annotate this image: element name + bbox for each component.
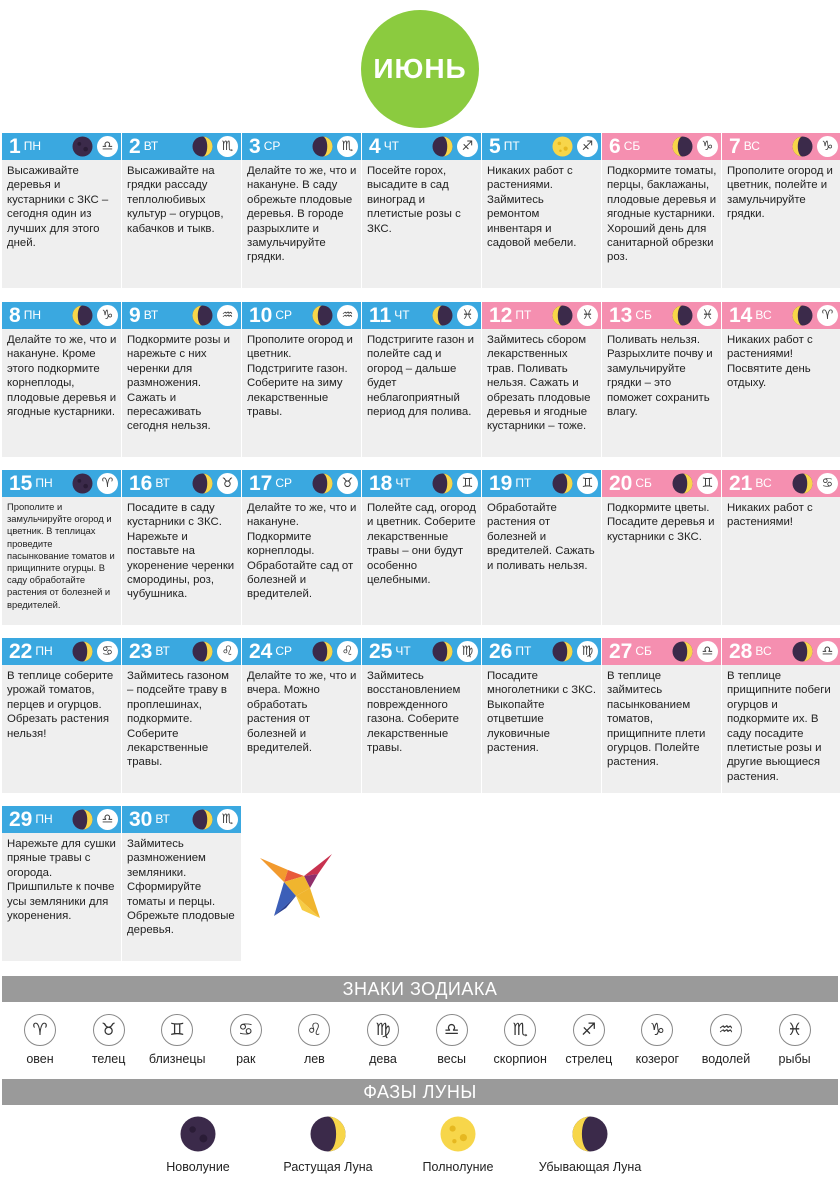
day-tasks-text: Займитесь газоном – подсейте траву в проплешинах, подкормите. Соберите лекарственные травы. [127,670,229,769]
day-of-week: ПН [35,644,53,658]
zodiac-label: дева [369,1052,397,1066]
moon-phase-label: Новолуние [166,1160,230,1174]
moon-waxing-icon [192,473,213,494]
day-card [2,470,121,625]
zodiac-symbol-icon: ♉ [93,1014,125,1046]
day-of-week: ПН [23,139,41,153]
day-number: 18 [369,472,393,495]
day-number: 21 [729,472,753,495]
day-of-week: ЧТ [395,644,411,658]
day-header [482,133,601,160]
day-header [722,470,840,497]
zodiac-symbol-icon: ♓ [779,1014,811,1046]
zodiac-sign-icon: ♐ [577,136,598,157]
day-number: 3 [249,135,261,158]
moon-waxing-icon [72,641,93,662]
day-header [242,470,361,497]
moon-waxing-icon [312,641,333,662]
day-number: 13 [609,304,633,327]
day-card [602,638,721,793]
day-card [722,470,840,625]
day-tasks-text: Делайте то же, что и накануне. В саду обрежьте плодовые деревья. В городе разрыхлите и замульчируйте грядки. [247,165,357,264]
day-card [602,302,721,457]
day-tasks-text: Посадите в саду кустарники с ЗКС. Нарежьте и поставьте на укоренение черенки смородины, роз, чубушника. [127,502,235,601]
moon-waxing-icon [72,809,93,830]
day-tasks-text: Прополите огород и цветник, полейте и замульчируйте грядки. [727,165,833,221]
day-of-week: ПН [35,476,53,490]
day-number: 12 [489,304,513,327]
day-tasks-text: Займитесь сбором лекарственных трав. Поливать нельзя. Сажать и обрезать плодовые деревья и ягодные кустарники – тоже. [487,334,591,433]
zodiac-label: рак [236,1052,256,1066]
moon-waxing-icon [432,136,453,157]
zodiac-sign-icon: ♐ [457,136,478,157]
zodiac-symbol-icon: ♒ [710,1014,742,1046]
day-header [242,302,361,329]
day-card [602,470,721,625]
day-of-week: ВТ [143,139,159,153]
moon-new-icon [133,1116,263,1152]
zodiac-sign-icon: ♓ [697,305,718,326]
day-number: 16 [129,472,153,495]
day-header [2,470,121,497]
day-card [2,133,121,288]
zodiac-sign-icon: ♒ [337,305,358,326]
zodiac-sign-icon: ♎ [97,809,118,830]
moon-full-icon [393,1116,523,1152]
day-header [362,638,481,665]
day-of-week: СБ [623,139,641,153]
day-of-week: ВС [755,308,772,322]
moon-waxing-icon [552,473,573,494]
day-card [122,470,241,625]
day-card [2,638,121,793]
day-number: 7 [729,135,741,158]
moon-waning-icon [672,305,693,326]
moon-phase-item [133,1116,263,1174]
zodiac-legend-item [279,1014,349,1066]
zodiac-sign-icon: ♓ [577,305,598,326]
zodiac-sign-icon: ♋ [817,473,838,494]
day-card [242,302,361,457]
zodiac-legend-item [417,1014,487,1066]
zodiac-sign-icon: ♋ [97,641,118,662]
day-tasks-text: Обработайте растения от болезней и вредителей. Сажать и поливать нельзя. [487,502,595,572]
zodiac-legend-item [142,1014,212,1066]
day-tasks-text: Посейте горох, высадите в сад виноград и плетистые розы с ЗКС. [367,165,461,235]
day-tasks-text: Подкормите розы и нарежьте с них черенки для размножения. Сажать и пересаживать сегодня нельзя. [127,334,230,433]
moon-waning-icon [432,305,453,326]
zodiac-symbol-icon: ♊ [161,1014,193,1046]
day-header [722,133,840,160]
moon-waxing-icon [312,136,333,157]
day-tasks-text: Прополите и замульчируйте огород и цветник. В теплицах проведите пасынкование томатов и прищипните огурцы. В саду обработайте растения от болезней и вредителей. [7,501,115,610]
day-card [122,806,241,961]
zodiac-sign-icon: ♌ [337,641,358,662]
day-card [242,133,361,288]
moon-waxing-icon [672,641,693,662]
zodiac-legend-item [760,1014,830,1066]
moon-waxing-icon [792,641,813,662]
moon-phase-item [525,1116,655,1174]
zodiac-section-title: ЗНАКИ ЗОДИАКА [342,979,498,999]
moon-waning-icon [525,1116,655,1152]
day-number: 1 [9,135,21,158]
day-tasks-text: Нарежьте для сушки пряные травы с огорода. Пришпильте к почве усы земляники для укоренения. [7,838,116,923]
day-number: 24 [249,640,273,663]
zodiac-symbol-icon: ♌ [298,1014,330,1046]
day-of-week: СБ [635,644,652,658]
moon-waxing-icon [432,473,453,494]
moon-phase-label: Растущая Луна [283,1160,373,1174]
day-header [2,302,121,329]
moon-waning-icon [792,136,813,157]
day-tasks-text: Займитесь размножением земляники. Сформируйте томаты и перцы. Обрежьте плодовые деревья. [127,838,235,937]
day-header [602,470,721,497]
zodiac-symbol-icon: ♐ [573,1014,605,1046]
day-header [482,302,601,329]
moon-waxing-icon [432,641,453,662]
zodiac-sign-icon: ♎ [97,136,118,157]
zodiac-sign-icon: ♍ [457,641,478,662]
day-card [722,638,840,793]
day-of-week: СР [275,644,293,658]
zodiac-legend-item [5,1014,75,1066]
day-of-week: СР [263,139,281,153]
moon-waning-icon [312,305,333,326]
day-card [362,133,481,288]
zodiac-label: скорпион [493,1052,547,1066]
day-of-week: ПТ [515,308,532,322]
day-of-week: ЧТ [394,308,410,322]
day-tasks-text: Займитесь восстановлением поврежденного газона. Соберите лекарственные травы. [367,670,461,755]
day-of-week: ВС [755,476,772,490]
day-tasks-text: Поливать нельзя. Разрыхлите почву и замульчируйте грядки – это поможет сохранить влагу. [607,334,713,419]
moon-waning-icon [792,305,813,326]
day-number: 5 [489,135,501,158]
day-number: 4 [369,135,381,158]
day-tasks-text: Прополите огород и цветник. Подстригите газон. Соберите на зиму лекарственные травы. [247,334,353,419]
zodiac-sign-icon: ♑ [97,305,118,326]
day-of-week: ПН [23,308,41,322]
day-header [2,133,121,160]
moon-full-icon [552,136,573,157]
day-tasks-text: Делайте то же, что и вчера. Можно обработать растения от болезней и вредителей. [247,670,357,755]
day-number: 11 [369,304,392,327]
zodiac-label: рыбы [778,1052,811,1066]
zodiac-sign-icon: ♏ [217,809,238,830]
day-of-week: ПТ [503,139,520,153]
zodiac-section-bar [2,976,838,1002]
zodiac-sign-icon: ♏ [337,136,358,157]
zodiac-sign-icon: ♌ [217,641,238,662]
day-number: 25 [369,640,393,663]
day-of-week: СБ [635,308,652,322]
day-number: 23 [129,640,153,663]
moon-waxing-icon [192,136,213,157]
day-tasks-text: Посадите многолетники с ЗКС. Выкопайте отцветшие луковичные растения. [487,670,597,755]
moon-waxing-icon [192,809,213,830]
bird-logo-icon [260,852,332,918]
day-number: 22 [9,640,33,663]
moon-phase-item [263,1116,393,1174]
zodiac-symbol-icon: ♎ [436,1014,468,1046]
day-header [602,302,721,329]
day-tasks-text: Никаких работ с растениями. Займитесь ремонтом инвентаря и садовой мебели. [487,165,577,250]
day-card [122,133,241,288]
day-header [122,806,241,833]
day-header [482,638,601,665]
day-header [122,470,241,497]
day-number: 9 [129,304,141,327]
day-of-week: СБ [635,476,652,490]
day-header [362,302,481,329]
day-header [722,302,840,329]
moon-waning-icon [672,136,693,157]
day-number: 27 [609,640,633,663]
zodiac-label: овен [26,1052,54,1066]
moon-new-icon [72,136,93,157]
day-header [122,302,241,329]
zodiac-symbol-icon: ♋ [230,1014,262,1046]
day-tasks-text: Делайте то же, что и накануне. Подкормите корнеплоды. Обработайте сад от болезней и вредителей. [247,502,357,601]
day-tasks-text: Высаживайте на грядки рассаду теплолюбивых культур – огурцов, кабачков и тыкв. [127,165,224,235]
zodiac-sign-icon: ♎ [697,641,718,662]
day-number: 17 [249,472,273,495]
month-title-text: ИЮНЬ [373,53,467,84]
day-card [122,302,241,457]
day-of-week: ВТ [155,644,170,658]
day-tasks-text: В теплице соберите урожай томатов, перцев и огурцов. Обрезать растения нельзя! [7,670,114,740]
day-card [242,638,361,793]
day-number: 2 [129,135,141,158]
zodiac-symbol-icon: ♑ [641,1014,673,1046]
zodiac-sign-icon: ♎ [817,641,838,662]
day-number: 8 [9,304,21,327]
day-number: 6 [609,135,621,158]
zodiac-sign-icon: ♑ [817,136,838,157]
day-card [122,638,241,793]
moon-waxing-icon [552,641,573,662]
day-tasks-text: Никаких работ с растениями! [727,502,813,529]
day-of-week: ВТ [155,476,170,490]
day-tasks-text: Подкормите томаты, перцы, баклажаны, плодовые деревья и ягодные кустарники. Хороший день для санитарной обрезки роз. [607,165,717,264]
zodiac-label: лев [303,1052,325,1066]
day-number: 30 [129,808,153,831]
day-header [362,470,481,497]
zodiac-sign-icon: ♍ [577,641,598,662]
moon-phases-section-bar [2,1079,838,1105]
moon-new-icon [72,473,93,494]
zodiac-legend-item [485,1014,555,1066]
day-header [602,638,721,665]
zodiac-sign-icon: ♉ [337,473,358,494]
day-header [122,133,241,160]
day-of-week: ЧТ [395,476,411,490]
day-number: 10 [249,304,273,327]
day-header [122,638,241,665]
zodiac-sign-icon: ♊ [577,473,598,494]
zodiac-sign-icon: ♊ [697,473,718,494]
day-tasks-text: Делайте то же, что и накануне. Кроме этого подкормите корнеплоды, плодовые деревья и ягодные кустарники. [7,334,117,419]
moon-waxing-icon [192,641,213,662]
day-card [722,302,840,457]
zodiac-label: близнецы [148,1052,206,1066]
day-header [242,638,361,665]
zodiac-label: весы [437,1052,466,1066]
day-card [482,638,601,793]
day-number: 29 [9,808,33,831]
moon-phases-section-title: ФАЗЫ ЛУНЫ [363,1082,477,1102]
day-tasks-text: Полейте сад, огород и цветник. Соберите лекарственные травы – они будут особенно целебными. [367,502,476,587]
day-tasks-text: Подстригите газон и полейте сад и огород – дальше будет неблагоприятный период для полива. [367,334,474,419]
day-tasks-text: В теплице займитесь пасынкованием томатов, прищипните плети огурцов. Полейте растения. [607,670,706,769]
moon-waxing-icon [792,473,813,494]
moon-waning-icon [72,305,93,326]
day-of-week: СР [275,308,293,322]
moon-waning-icon [552,305,573,326]
moon-phase-item [393,1116,523,1174]
zodiac-sign-icon: ♉ [217,473,238,494]
zodiac-symbol-icon: ♍ [367,1014,399,1046]
day-card [362,470,481,625]
zodiac-legend-item [554,1014,624,1066]
day-header [2,806,121,833]
moon-waxing-icon [263,1116,393,1152]
day-of-week: СР [275,476,293,490]
moon-waxing-icon [312,473,333,494]
zodiac-legend-item [211,1014,281,1066]
day-number: 19 [489,472,513,495]
day-tasks-text: В теплице прищипните побеги огурцов и подкормите их. В саду посадите плетистые розы и другие вьющиеся растения. [727,670,831,783]
day-card [2,302,121,457]
zodiac-sign-icon: ♑ [697,136,718,157]
day-number: 28 [729,640,753,663]
zodiac-label: телец [91,1052,126,1066]
day-number: 15 [9,472,33,495]
day-header [242,133,361,160]
day-card [482,470,601,625]
moon-waning-icon [192,305,213,326]
moon-waxing-icon [672,473,693,494]
day-card [362,302,481,457]
zodiac-symbol-icon: ♏ [504,1014,536,1046]
zodiac-sign-icon: ♏ [217,136,238,157]
day-card [482,133,601,288]
day-card [482,302,601,457]
zodiac-legend-item [691,1014,761,1066]
zodiac-legend-item [622,1014,692,1066]
zodiac-legend [0,1014,840,1070]
day-of-week: ВТ [155,812,170,826]
day-header [722,638,840,665]
zodiac-legend-item [348,1014,418,1066]
zodiac-sign-icon: ♈ [97,473,118,494]
day-of-week: ЧТ [383,139,400,153]
day-card [242,470,361,625]
day-tasks-text: Подкормите цветы. Посадите деревья и кустарники с ЗКС. [607,502,715,543]
day-number: 26 [489,640,513,663]
day-of-week: ВТ [143,308,159,322]
day-card [2,806,121,961]
day-number: 14 [729,304,753,327]
day-header [482,470,601,497]
zodiac-symbol-icon: ♈ [24,1014,56,1046]
day-of-week: ПТ [515,644,532,658]
day-header [602,133,721,160]
day-of-week: ПТ [515,476,532,490]
zodiac-sign-icon: ♓ [457,305,478,326]
zodiac-label: водолей [701,1052,751,1066]
zodiac-legend-item [74,1014,144,1066]
day-card [722,133,840,288]
day-header [2,638,121,665]
moon-phase-label: Убывающая Луна [538,1160,642,1174]
day-of-week: ВС [755,644,772,658]
zodiac-sign-icon: ♒ [217,305,238,326]
day-number: 20 [609,472,633,495]
day-card [602,133,721,288]
day-of-week: ПН [35,812,53,826]
zodiac-label: стрелец [565,1052,613,1066]
zodiac-sign-icon: ♊ [457,473,478,494]
day-header [362,133,481,160]
day-tasks-text: Высаживайте деревья и кустарники с ЗКС – сегодня один из лучших для этого дней. [7,165,109,250]
day-tasks-text: Никаких работ с растениями! Посвятите день отдыху. [727,334,813,390]
moon-phase-label: Полнолуние [422,1160,494,1174]
day-of-week: ВС [743,139,760,153]
day-card [362,638,481,793]
zodiac-label: козерог [635,1052,680,1066]
zodiac-sign-icon: ♈ [817,305,838,326]
